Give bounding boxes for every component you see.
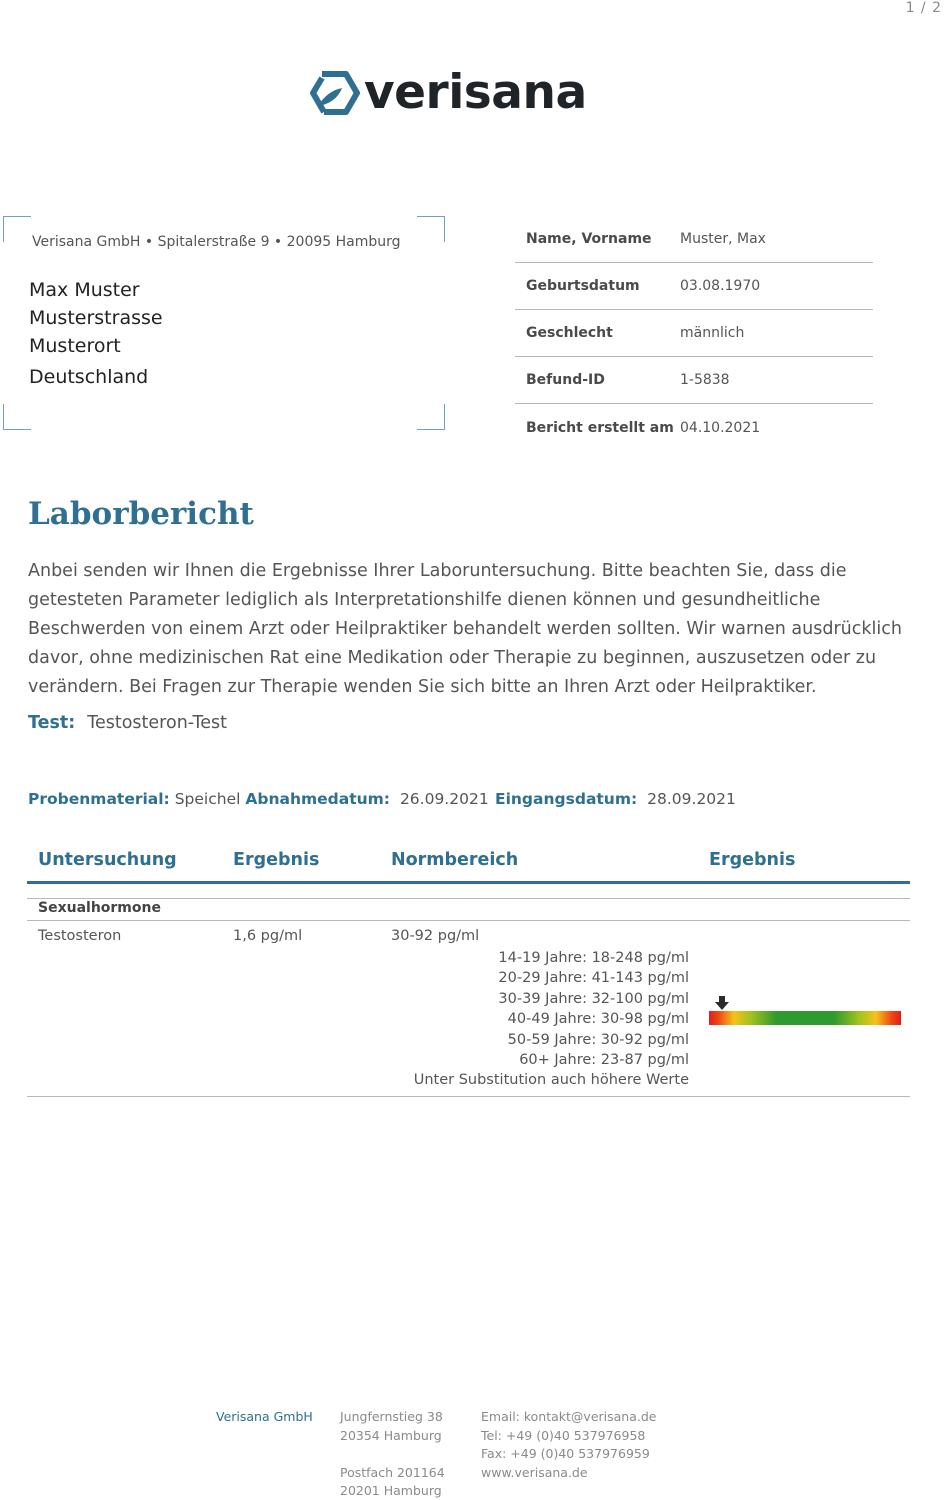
footer-address-line: Postfach 201164	[340, 1464, 445, 1480]
received-date-value: 28.09.2021	[647, 790, 736, 808]
received-date-label: Eingangsdatum:	[495, 790, 638, 808]
table-header-untersuchung: Untersuchung	[38, 850, 177, 870]
footer-website: www.verisana.de	[481, 1464, 588, 1480]
recipient-address	[29, 276, 163, 391]
parameter-range: 30-92 pg/ml	[391, 928, 480, 944]
age-range: 60+ Jahre: 23-87 pg/ml	[519, 1052, 689, 1069]
footer-phone: Tel: +49 (0)40 537976958	[481, 1427, 646, 1443]
age-reference-ranges	[380, 948, 689, 1091]
footer-spacer	[340, 1445, 445, 1464]
recipient-country: Deutschland	[29, 366, 149, 388]
intro-line: getesteten Parameter lediglich als Interpretationshilfe dienen können und gesundheitliche	[28, 590, 821, 610]
logo	[310, 66, 587, 120]
arrow-down-icon	[714, 995, 730, 1011]
intro-paragraph	[28, 557, 908, 702]
footer-contact	[481, 1408, 656, 1482]
table-header-ergebnis-graph: Ergebnis	[709, 850, 796, 870]
logo-text: verisana	[364, 65, 587, 120]
table-header-divider	[27, 881, 910, 884]
received-date	[495, 790, 736, 808]
age-range: 14-19 Jahre: 18-248 pg/ml	[498, 950, 689, 966]
parameter-name: Testosteron	[38, 928, 122, 944]
address-window-corner	[417, 404, 445, 430]
info-value: männlich	[680, 325, 745, 341]
table-bottom-divider	[27, 1096, 910, 1097]
patient-info-table	[515, 216, 873, 451]
recipient-city: Musterort	[29, 335, 121, 357]
info-label: Name, Vorname	[526, 231, 652, 247]
patient-info-row	[515, 404, 873, 451]
footer-address	[340, 1408, 445, 1500]
material-value: Speichel	[174, 790, 241, 808]
recipient-street: Musterstrasse	[29, 307, 163, 329]
group-divider	[27, 898, 910, 899]
info-label: Befund-ID	[526, 372, 605, 388]
info-label: Geschlecht	[526, 325, 613, 341]
footer-address-line: 20201 Hamburg	[340, 1483, 442, 1498]
info-label: Geburtsdatum	[526, 278, 640, 294]
footer-address-line: 20354 Hamburg	[340, 1427, 442, 1443]
result-gradient-bar	[709, 1011, 901, 1025]
sample-meta-line	[28, 790, 489, 808]
recipient-name: Max Muster	[29, 279, 140, 301]
age-range: 20-29 Jahre: 41-143 pg/ml	[498, 970, 689, 987]
patient-info-row	[515, 216, 873, 263]
table-header-normbereich: Normbereich	[391, 850, 519, 870]
footer-fax: Fax: +49 (0)40 537976959	[481, 1446, 650, 1461]
age-range: 40-49 Jahre: 30-98 pg/ml	[507, 1011, 689, 1028]
address-window-corner	[3, 404, 31, 430]
collection-date-value: 26.09.2021	[399, 790, 489, 808]
info-label: Bericht erstellt am	[526, 419, 674, 436]
patient-info-row	[515, 310, 873, 357]
page-number: 1 / 2	[905, 0, 942, 16]
test-label: Test:	[28, 713, 76, 733]
info-value: 1-5838	[680, 372, 730, 388]
info-value: Muster, Max	[680, 231, 766, 247]
address-window-corner	[3, 216, 31, 242]
address-window-corner	[417, 216, 445, 242]
age-range-note: Unter Substitution auch höhere Werte	[413, 1072, 689, 1089]
verisana-hexagon-logo-icon	[310, 66, 360, 120]
parameter-result: 1,6 pg/ml	[233, 928, 303, 944]
report-title: Laborbericht	[28, 496, 254, 532]
sender-address-line: Verisana GmbH • Spitalerstraße 9 • 20095 Hamburg	[32, 234, 401, 250]
age-range: 50-59 Jahre: 30-92 pg/ml	[507, 1031, 689, 1048]
table-header-ergebnis: Ergebnis	[233, 850, 320, 870]
footer-company: Verisana GmbH	[216, 1409, 313, 1424]
material-label: Probenmaterial:	[28, 790, 170, 808]
footer-address-line: Jungfernstieg 38	[340, 1409, 443, 1424]
age-range: 30-39 Jahre: 32-100 pg/ml	[498, 990, 689, 1007]
intro-line: Anbei senden wir Ihnen die Ergebnisse Ihrer Laboruntersuchung. Bitte beachten Sie, dass die	[28, 561, 847, 581]
intro-line: davor, ohne medizinischen Rat eine Medikation oder Therapie zu beginnen, auszusetzen oder zu	[28, 648, 877, 668]
group-label: Sexualhormone	[38, 900, 161, 916]
footer-email: Email: kontakt@verisana.de	[481, 1409, 657, 1424]
patient-info-row	[515, 357, 873, 404]
intro-line: verändern. Bei Fragen zur Therapie wenden Sie sich bitte an Ihren Arzt oder Heilpraktiker.	[28, 677, 817, 697]
test-line	[28, 713, 227, 733]
info-value: 03.08.1970	[680, 278, 761, 294]
test-value: Testosteron-Test	[87, 713, 227, 733]
collection-date-label: Abnahmedatum:	[245, 790, 390, 808]
group-divider	[27, 920, 910, 921]
patient-info-row	[515, 263, 873, 310]
intro-line: Beschwerden von einem Arzt oder Heilpraktiker behandelt werden sollten. Wir warnen ausdrücklich	[28, 619, 902, 639]
info-value: 04.10.2021	[680, 419, 761, 436]
